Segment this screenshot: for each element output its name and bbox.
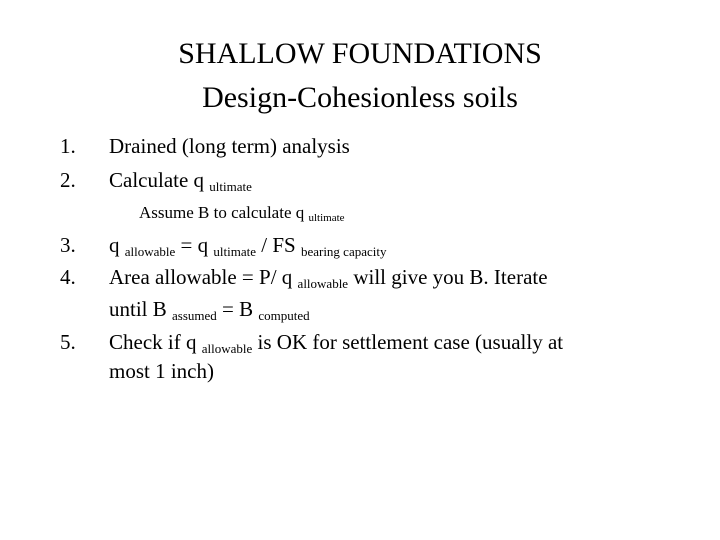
item-4c-sub-1: assumed: [172, 308, 217, 323]
list-subitem: [139, 202, 345, 226]
item-2-text: Calculate q: [109, 168, 205, 192]
list-item-3: [109, 232, 387, 261]
list-item-4: [109, 264, 548, 293]
title-line-2: Design-Cohesionless soils: [202, 81, 518, 114]
item-4-text-2: will give you B. Iterate: [353, 265, 548, 289]
item-4c-sub-2: computed: [258, 308, 310, 323]
list-number-3: 3.: [60, 233, 76, 257]
list-number-5: 5.: [60, 330, 76, 354]
item-4c-text-1: until B: [109, 297, 167, 321]
list-item-5: [109, 329, 563, 358]
list-number-2: 2.: [60, 168, 76, 192]
item-4c-text-2: = B: [222, 297, 254, 321]
subitem-subscript: ultimate: [308, 212, 345, 224]
item-5-sub-1: allowable: [201, 341, 253, 356]
title-line-1: SHALLOW FOUNDATIONS: [178, 37, 542, 70]
list-item-5-cont: most 1 inch): [109, 359, 214, 383]
subitem-text: Assume B to calculate q: [139, 203, 305, 222]
list-item-2: [109, 167, 252, 196]
item-3-div: / FS: [261, 233, 296, 257]
item-3-eq: = q: [180, 233, 209, 257]
list-item-4-cont: [109, 296, 310, 325]
list-number-4: 4.: [60, 265, 76, 289]
slide-title: [0, 32, 720, 120]
item-3-sub-1: allowable: [124, 244, 176, 259]
item-3-sub-3: bearing capacity: [300, 244, 387, 259]
item-5-text-1: Check if q: [109, 330, 197, 354]
list-item-1: Drained (long term) analysis: [109, 134, 350, 158]
list-number-1: 1.: [60, 134, 76, 158]
item-4-sub-1: allowable: [297, 276, 349, 291]
item-2-subscript: ultimate: [209, 179, 252, 194]
item-3-sub-2: ultimate: [213, 244, 256, 259]
item-5-text-2: is OK for settlement case (usually at: [257, 330, 564, 354]
item-4-text-1: Area allowable = P/ q: [109, 265, 293, 289]
item-3-q: q: [109, 233, 120, 257]
